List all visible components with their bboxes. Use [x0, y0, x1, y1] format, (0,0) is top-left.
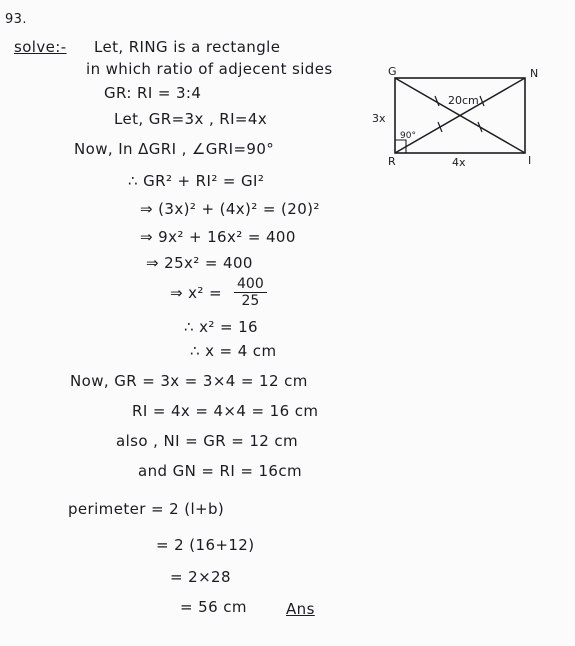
- perimeter-step-2: = 2×28: [170, 568, 231, 586]
- gr-value-line: Now, GR = 3x = 3×4 = 12 cm: [70, 372, 308, 390]
- gn-value-line: and GN = RI = 16cm: [138, 462, 303, 480]
- vertex-r-label: R: [388, 155, 396, 168]
- intro-line-2: in which ratio of adjecent sides: [86, 60, 333, 78]
- right-angle-mark: [395, 140, 406, 153]
- triangle-line: Now, In ΔGRI , ∠GRI=90°: [74, 140, 275, 158]
- side-ri-label: 4x: [452, 156, 466, 169]
- vertex-i-label: I: [528, 154, 532, 167]
- perimeter-formula: perimeter = 2 (l+b): [68, 500, 225, 518]
- pythagoras-line: ∴ GR² + RI² = GI²: [128, 172, 265, 190]
- substitution-3: ⇒ 25x² = 400: [146, 254, 253, 272]
- vertex-g-label: G: [388, 65, 397, 78]
- fraction-numerator: 400: [234, 276, 267, 293]
- substitution-2: ⇒ 9x² + 16x² = 400: [140, 228, 296, 246]
- fraction-400-over-25: [234, 276, 267, 309]
- answer-label: Ans: [286, 600, 315, 618]
- substitution-1: ⇒ (3x)² + (4x)² = (20)²: [140, 200, 320, 218]
- ri-value-line: RI = 4x = 4×4 = 16 cm: [132, 402, 319, 420]
- x-squared-line: ∴ x² = 16: [184, 318, 258, 336]
- intro-line-3: GR: RI = 3:4: [104, 84, 202, 102]
- side-gr-label: 3x: [372, 112, 386, 125]
- right-angle-label: 90°: [400, 131, 416, 141]
- perimeter-result: = 56 cm: [180, 598, 247, 616]
- intro-line-1: Let, RING is a rectangle: [94, 38, 281, 56]
- diagonal-length-label: 20cm: [448, 94, 479, 107]
- vertex-n-label: N: [530, 67, 539, 80]
- rectangle-diagram: [360, 60, 560, 185]
- ni-value-line: also , NI = GR = 12 cm: [116, 432, 299, 450]
- tick-mark: [480, 96, 484, 106]
- perimeter-step-1: = 2 (16+12): [156, 536, 255, 554]
- solve-label: solve:-: [14, 38, 67, 56]
- x-value-line: ∴ x = 4 cm: [190, 342, 277, 360]
- fraction-denominator: 25: [241, 293, 260, 309]
- question-number: 93.: [5, 12, 27, 27]
- substitution-4: ⇒ x² =: [170, 284, 222, 302]
- let-line: Let, GR=3x , RI=4x: [114, 110, 268, 128]
